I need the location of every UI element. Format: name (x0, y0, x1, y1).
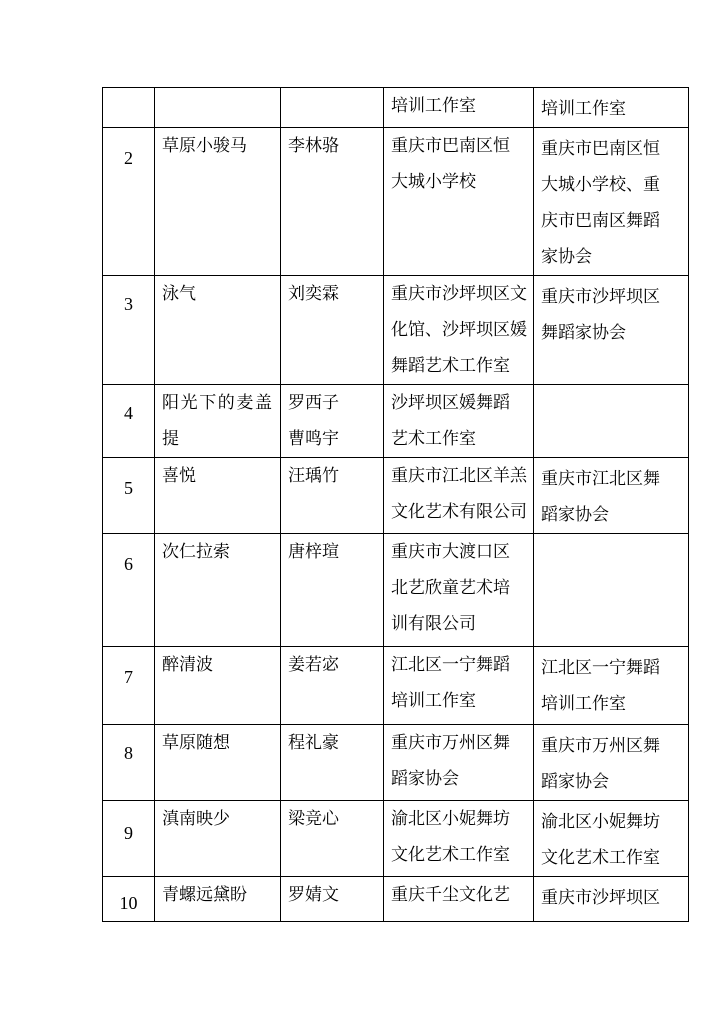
cell-recommending-org (534, 458, 689, 534)
cell-number: 9 (103, 801, 155, 877)
cell-performers (281, 725, 384, 801)
cell-number (103, 88, 155, 128)
cell-recommending-org (534, 801, 689, 877)
cell-line: 训有限公司 (391, 614, 476, 634)
cell-line: 重庆市江北区羊羔 (391, 466, 527, 486)
cell-line: 罗西子 (288, 393, 339, 413)
table-row (103, 801, 689, 877)
cell-line: 程礼豪 (288, 733, 339, 753)
cell-recommending-org (534, 385, 689, 458)
cell-line: 文化艺术有限公司 (391, 502, 527, 522)
cell-line: 江北区一宁舞蹈 (391, 655, 510, 675)
cell-performers (281, 801, 384, 877)
cell-line: 江北区一宁舞蹈 (541, 658, 660, 678)
cell-performers (281, 128, 384, 276)
cell-line: 北艺欣童艺术培 (391, 578, 510, 598)
cell-performers (281, 88, 384, 128)
cell-number: 8 (103, 725, 155, 801)
cell-performers (281, 877, 384, 922)
cell-unit (384, 725, 534, 801)
cell-work-title: 次仁拉索 (155, 534, 281, 647)
cell-line: 唐梓瑄 (288, 542, 339, 562)
cell-line: 渝北区小妮舞坊 (391, 809, 510, 829)
cell-line: 重庆市江北区舞 (541, 469, 660, 489)
cell-recommending-org (534, 877, 689, 922)
cell-line: 蹈家协会 (391, 769, 459, 789)
cell-line: 汪瑀竹 (288, 466, 339, 486)
table-row (103, 458, 689, 534)
cell-unit (384, 88, 534, 128)
cell-recommending-org (534, 725, 689, 801)
cell-unit (384, 458, 534, 534)
cell-work-title: 喜悦 (155, 458, 281, 534)
cell-line: 文化艺术工作室 (541, 848, 660, 868)
cell-line: 沙坪坝区媛舞蹈 (391, 393, 510, 413)
table-row (103, 647, 689, 725)
table-row (103, 276, 689, 385)
cell-unit (384, 128, 534, 276)
cell-line: 曹鸣宇 (288, 429, 339, 449)
cell-number: 5 (103, 458, 155, 534)
table-row (103, 725, 689, 801)
cell-line: 渝北区小妮舞坊 (541, 812, 660, 832)
cell-work-title: 草原随想 (155, 725, 281, 801)
cell-number: 6 (103, 534, 155, 647)
cell-unit (384, 385, 534, 458)
cell-line: 培训工作室 (391, 96, 476, 116)
cell-number: 7 (103, 647, 155, 725)
cell-line: 艺术工作室 (391, 429, 476, 449)
cell-work-title: 青螺远黛盼 (155, 877, 281, 922)
cell-recommending-org (534, 276, 689, 385)
cell-line: 蹈家协会 (541, 505, 609, 525)
cell-line: 文化艺术工作室 (391, 845, 510, 865)
table-row (103, 877, 689, 922)
cell-line: 刘奕霖 (288, 284, 339, 304)
cell-performers (281, 458, 384, 534)
cell-work-title: 醉清波 (155, 647, 281, 725)
cell-number: 10 (103, 877, 155, 922)
cell-line: 李林骆 (288, 136, 339, 156)
cell-line: 梁竞心 (288, 809, 339, 829)
cell-line: 重庆市沙坪坝区 (541, 888, 660, 908)
table-row (103, 128, 689, 276)
cell-line: 庆市巴南区舞蹈 (541, 211, 660, 231)
cell-line: 大城小学校 (391, 172, 476, 192)
cell-work-title: 泳气 (155, 276, 281, 385)
cell-work-title (155, 88, 281, 128)
cell-recommending-org (534, 88, 689, 128)
cell-line: 家协会 (541, 247, 592, 267)
cell-performers (281, 534, 384, 647)
cell-work-title: 草原小骏马 (155, 128, 281, 276)
cell-line: 重庆市沙坪坝区 (541, 287, 660, 307)
cell-line: 重庆市万州区舞 (541, 736, 660, 756)
cell-unit (384, 534, 534, 647)
cell-line: 培训工作室 (541, 694, 626, 714)
cell-line: 舞蹈家协会 (541, 323, 626, 343)
cell-number: 3 (103, 276, 155, 385)
cell-line: 培训工作室 (391, 691, 476, 711)
cell-line: 重庆千尘文化艺 (391, 885, 510, 905)
cell-recommending-org (534, 647, 689, 725)
cell-line: 重庆市大渡口区 (391, 542, 510, 562)
cell-performers (281, 385, 384, 458)
table-row (103, 534, 689, 647)
cell-unit (384, 877, 534, 922)
cell-line: 重庆市万州区舞 (391, 733, 510, 753)
cell-line: 姜若宓 (288, 655, 339, 675)
cell-line: 罗婧文 (288, 885, 339, 905)
award-table (102, 87, 689, 922)
cell-line: 化馆、沙坪坝区媛 (391, 320, 527, 340)
table-row (103, 88, 689, 128)
cell-recommending-org (534, 128, 689, 276)
cell-work-title: 阳光下的麦盖提 (155, 385, 281, 458)
cell-work-title: 滇南映少 (155, 801, 281, 877)
cell-unit (384, 647, 534, 725)
cell-line: 大城小学校、重 (541, 175, 660, 195)
cell-number: 2 (103, 128, 155, 276)
cell-recommending-org (534, 534, 689, 647)
cell-line: 重庆市巴南区恒 (541, 139, 660, 159)
cell-line: 蹈家协会 (541, 772, 609, 792)
cell-unit (384, 801, 534, 877)
cell-unit (384, 276, 534, 385)
cell-line: 培训工作室 (541, 99, 626, 119)
table-row (103, 385, 689, 458)
cell-line: 重庆市沙坪坝区文 (391, 284, 527, 304)
cell-performers (281, 276, 384, 385)
cell-line: 重庆市巴南区恒 (391, 136, 510, 156)
cell-line: 舞蹈艺术工作室 (391, 356, 510, 376)
cell-number: 4 (103, 385, 155, 458)
cell-performers (281, 647, 384, 725)
